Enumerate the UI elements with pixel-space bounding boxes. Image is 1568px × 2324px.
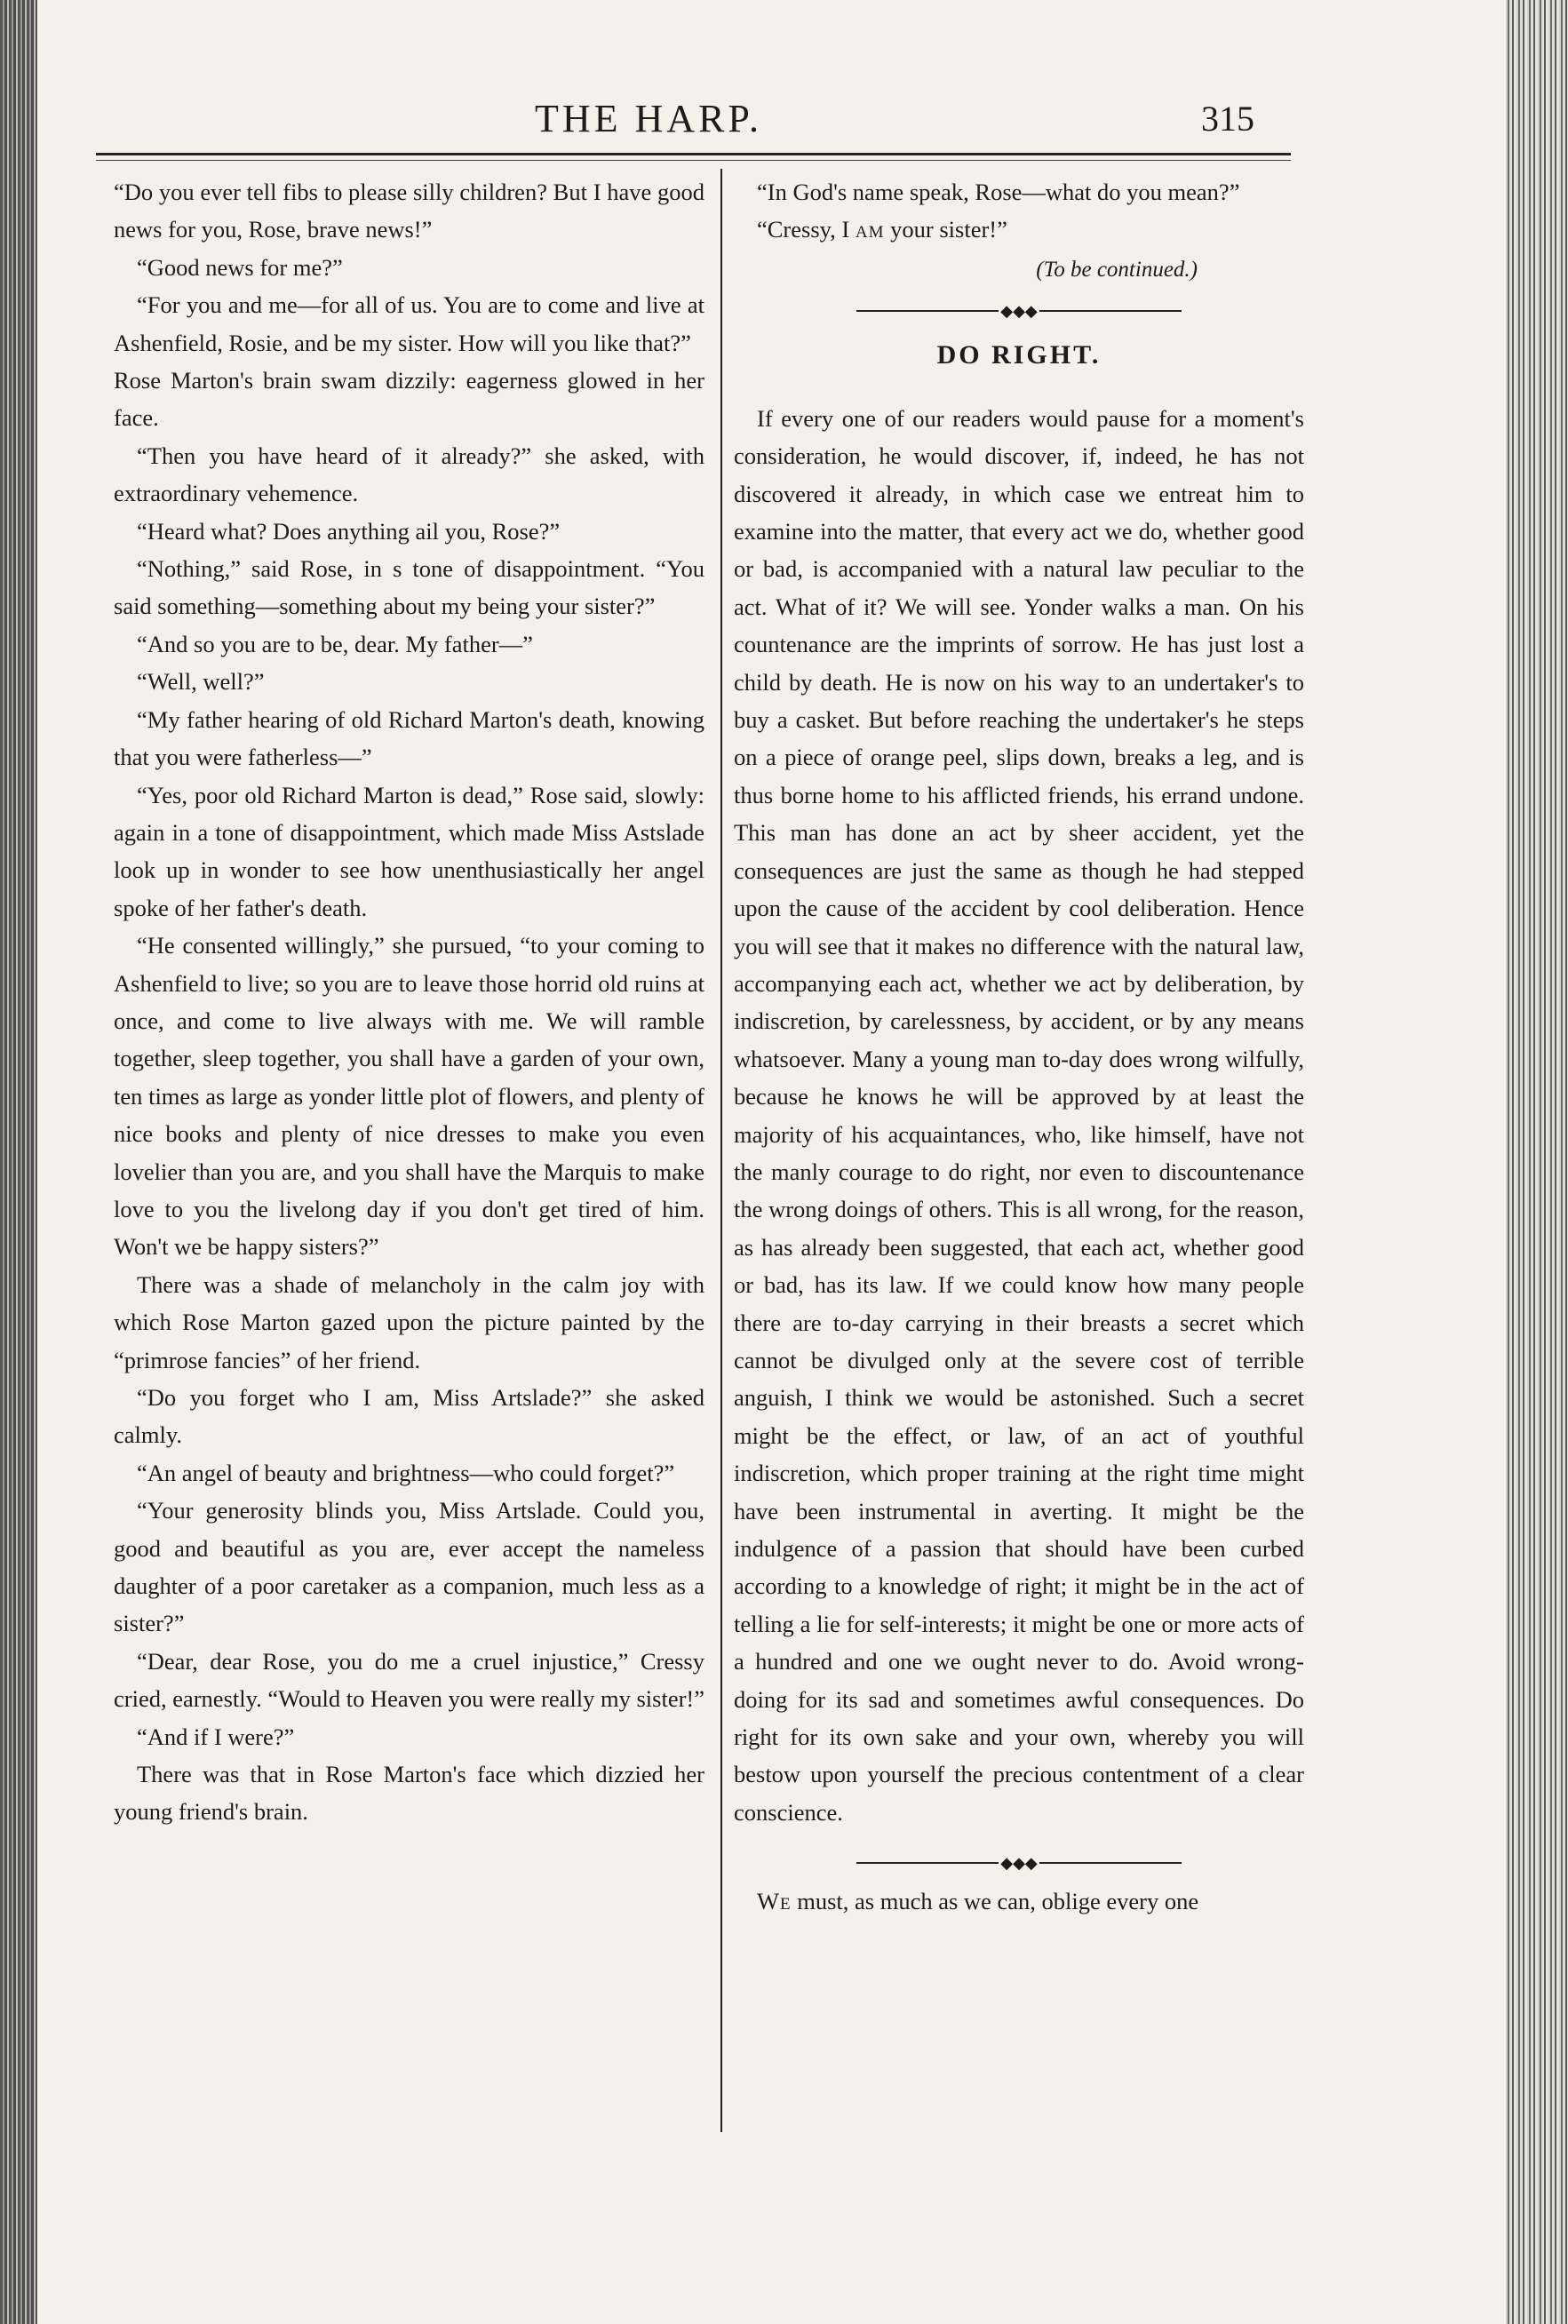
paragraph: “An angel of beauty and brightness—who could forget?” — [137, 1459, 675, 1486]
right-column — [734, 173, 1304, 1921]
binding-edge-left — [0, 0, 37, 2324]
emphasis: am — [855, 216, 885, 243]
paragraph: “Heard what? Does anything ail you, Rose?” — [137, 517, 561, 545]
paragraph: “Well, well?” — [137, 668, 265, 696]
left-column — [114, 173, 704, 1831]
paragraph: There was a shade of melancholy in the calm joy with which Rose Marton gazed upon the picture painted by the “primrose fancies” of her friend. — [114, 1270, 704, 1373]
paragraph: “And so you are to be, dear. My father—” — [137, 630, 533, 657]
paragraph: “Yes, poor old Richard Marton is dead,” Rose said, slowly: again in a tone of disappointment, which made Miss Astslade look up in wonder to see how unenthusiastically her angel spoke of her father's death. — [114, 781, 704, 921]
paragraph: “In God's name speak, Rose—what do you mean?” — [757, 179, 1240, 205]
article-title: DO RIGHT. — [936, 339, 1102, 370]
next-article-text: must, as much as we can, oblige every one — [791, 1888, 1199, 1915]
quote-before: “Cressy, I — [757, 216, 856, 243]
ornament-icon: ◆◆◆ — [1000, 1854, 1038, 1873]
paragraph — [734, 211, 1304, 248]
paragraph: “Then you have heard of it already?” she asked, with extraordinary vehemence. — [114, 442, 704, 507]
paragraph: “Good news for me?” — [137, 253, 343, 281]
page-number: 315 — [1201, 99, 1254, 139]
paragraph: “Your generosity blinds you, Miss Artslade. Could you, good and beautiful as you are, ever accept the nameless daughter of a poor caretaker as a companion, much less as a sister?” — [114, 1497, 704, 1637]
paragraph: Rose Marton's brain swam dizzily: eagerness glowed in her face. — [114, 367, 704, 432]
paragraph: “My father hearing of old Richard Marton's death, knowing that you were fatherless—” — [114, 705, 704, 771]
paragraph: “Do you forget who I am, Miss Artslade?” she asked calmly. — [114, 1384, 704, 1449]
drop-word: We — [757, 1888, 792, 1915]
running-title: THE HARP. — [534, 97, 763, 140]
paragraph: “Dear, dear Rose, you do me a cruel injustice,” Cressy cried, earnestly. “Would to Heaven you were really my sister!” — [114, 1647, 705, 1713]
to-be-continued: (To be continued.) — [1036, 257, 1198, 282]
binding-edge-right — [1506, 0, 1568, 2324]
paragraph: “He consented willingly,” she pursued, “to your coming to Ashenfield to live; so you are to leave those horrid old ruins at once, and come to live always with me. We will ramble together, sleep together, you shall have a garden of your own, ten times as large as yonder little plot of flowers, and plenty of nice books and plenty of nice dresses to make you even lovelier than you are, and you shall have the Marquis to make love to you the livelong day if you don't get tired of him. Won't we be happy sisters?” — [114, 932, 704, 1261]
article-body: If every one of our readers would pause for a moment's consideration, he would discover, if, indeed, he has not discovered it already, in which case we entreat him to examine into the matter, that every act we do, whether good or bad, is accompanied with a natural law peculiar to the act. What of it? We will see. Yonder walks a man. On his countenance are the imprints of sorrow. He has just lost a child by death. He is now on his way to an undertaker's to buy a casket. But before reaching the undertaker's he steps on a piece of orange peel, slips down, breaks a leg, and is thus borne home to his afflicted friends, his errand undone. This man has done an act by sheer accident, yet the consequences are just the same as though he had stepped upon the cause of the accident by cool deliberation. Hence you will see that it makes no difference with the natural law, accompanying each act, whether we act by deliberation, by indiscretion, by carelessness, by accident, or by any means whatsoever. Many a young man to-day does wrong wilfully, because he knows he will be approved by at least the majority of his acquaintances, who, like himself, have not the manly courage to do right, nor even to discountenance the wrong doings of others. This is all wrong, for the reason, as has already been suggested, that each act, whether good or bad, has its law. If we could know how many people there are to-day carrying in their breasts a secret which cannot be divulged only at the severe cost of terrible anguish, I think we would be astonished. Such a secret might be the effect, or law, of an act of youthful indiscretion, which proper training at the right time might have been instrumental in averting. It might be the indulgence of a passion that should have been curbed according to a knowledge of right; it might be in the act of telling a lie for self-interests; it might be one or more acts of a hundred and one we ought never to do. Avoid wrong-doing for its sad and sometimes awful consequences. Do right for its own sake and your own, whereby you will bestow upon yourself the precious contentment of a clear conscience. — [734, 404, 1304, 1826]
next-article-start — [734, 1882, 1304, 1920]
quote-after: your sister!” — [884, 216, 1007, 243]
paragraph: “For you and me—for all of us. You are to come and live at Ashenfield, Rosie, and be my sister. How will you like that?” — [114, 291, 704, 356]
ornament-icon: ◆◆◆ — [1000, 301, 1038, 320]
ornamental-separator — [734, 1847, 1304, 1879]
paragraph: “Do you ever tell fibs to please silly children? But I have good news for you, Rose, brave news!” — [114, 179, 704, 243]
ornamental-separator — [734, 295, 1304, 327]
header-rule — [96, 153, 1291, 155]
paragraph: There was that in Rose Marton's face which dizzied her young friend's brain. — [114, 1761, 704, 1826]
paragraph: “And if I were?” — [137, 1723, 295, 1750]
paragraph: “Nothing,” said Rose, in s tone of disappointment. “You said something—something about my being your sister?” — [114, 555, 704, 620]
header-rule-thin — [96, 160, 1291, 161]
column-divider — [720, 169, 722, 2132]
